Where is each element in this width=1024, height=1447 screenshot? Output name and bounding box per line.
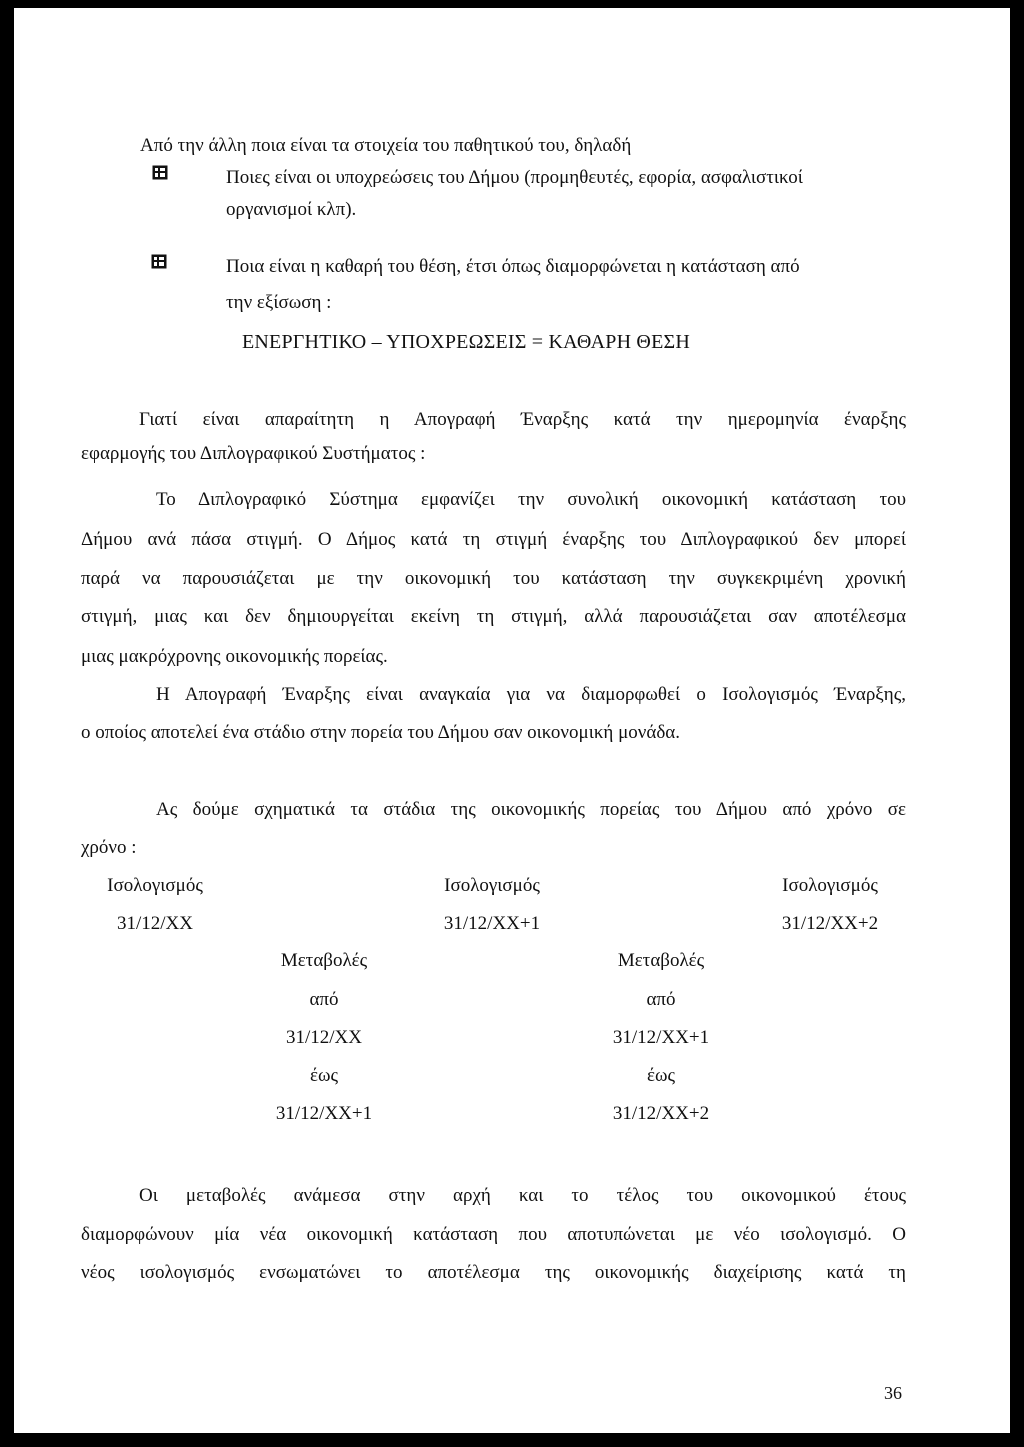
paragraph-3-line-2: διαμορφώνουν μία νέα οικονομική κατάσταση που αποτυπώνεται με νέο ισολογισμό. Ο xyxy=(81,1224,906,1245)
changes-2-to-date: 31/12/ΧΧ+2 xyxy=(612,1103,710,1124)
paragraph-2-line-1: Η Απογραφή Έναρξης είναι αναγκαία για να διαμορφωθεί ο Ισολογισμός Έναρξης, xyxy=(156,684,906,705)
bullet-table-icon xyxy=(152,165,168,180)
diagram-intro-line-2: χρόνο : xyxy=(81,837,137,858)
balance-sheet-1-date: 31/12/ΧΧ xyxy=(117,913,193,934)
balance-sheet-3-label: Ισολογισμός xyxy=(782,875,878,896)
bullet-2-line-1: Ποια είναι η καθαρή του θέση, έτσι όπως διαμορφώνεται η κατάσταση από xyxy=(226,256,800,277)
bullet-1-line-2: οργανισμοί κλπ). xyxy=(226,199,357,220)
changes-2-label: Μεταβολές xyxy=(617,950,705,971)
bullet-table-icon xyxy=(151,254,167,269)
changes-1-from-word: από xyxy=(309,989,339,1010)
page-number: 36 xyxy=(884,1383,902,1403)
bullet-2-line-2: την εξίσωση : xyxy=(226,292,332,313)
question-line-2: εφαρμογής του Διπλογραφικού Συστήματος : xyxy=(81,443,426,464)
paragraph-1-line-3: παρά να παρουσιάζεται με την οικονομική του κατάσταση την συγκεκριμένη χρονική xyxy=(81,568,906,589)
paragraph-3-line-3: νέος ισολογισμός ενσωματώνει το αποτέλεσμα της οικονομικής διαχείρισης κατά τη xyxy=(81,1262,906,1283)
changes-1-to-date: 31/12/ΧΧ+1 xyxy=(275,1103,373,1124)
paragraph-2-line-2: ο οποίος αποτελεί ένα στάδιο στην πορεία του Δήμου σαν οικονομική μονάδα. xyxy=(81,722,680,743)
changes-2-from-date: 31/12/ΧΧ+1 xyxy=(612,1027,710,1048)
accounting-equation: ΕΝΕΡΓΗΤΙΚΟ – ΥΠΟΧΡΕΩΣΕΙΣ = ΚΑΘΑΡΗ ΘΕΣΗ xyxy=(242,331,690,353)
intro-line: Από την άλλη ποια είναι τα στοιχεία του παθητικού του, δηλαδή xyxy=(140,135,632,156)
changes-2-from-word: από xyxy=(646,989,676,1010)
paragraph-3-line-1: Οι μεταβολές ανάμεσα στην αρχή και το τέλος του οικονομικού έτους xyxy=(139,1185,906,1206)
changes-1-from-date: 31/12/ΧΧ xyxy=(286,1027,362,1048)
paragraph-1-line-2: Δήμου ανά πάσα στιγμή. Ο Δήμος κατά τη στιγμή έναρξης του Διπλογραφικού δεν μπορεί xyxy=(81,529,906,550)
balance-sheet-2-date: 31/12/ΧΧ+1 xyxy=(443,913,541,934)
diagram-intro-line-1: Ας δούμε σχηματικά τα στάδια της οικονομικής πορείας του Δήμου από χρόνο σε xyxy=(156,799,906,820)
changes-1-label: Μεταβολές xyxy=(280,950,368,971)
paragraph-1-line-4: στιγμή, μιας και δεν δημιουργείται εκείνη τη στιγμή, αλλά παρουσιάζεται σαν αποτέλεσμα xyxy=(81,606,906,627)
changes-2-to-word: έως xyxy=(646,1065,675,1086)
bullet-1-line-1: Ποιες είναι οι υποχρεώσεις του Δήμου (προμηθευτές, εφορία, ασφαλιστικοί xyxy=(226,167,803,188)
paragraph-1-line-5: μιας μακρόχρονης οικονομικής πορείας. xyxy=(81,646,388,667)
balance-sheet-2-label: Ισολογισμός xyxy=(444,875,540,896)
balance-sheet-1-label: Ισολογισμός xyxy=(107,875,203,896)
balance-sheet-3-date: 31/12/ΧΧ+2 xyxy=(781,913,879,934)
paragraph-1-line-1: Το Διπλογραφικό Σύστημα εμφανίζει την συνολική οικονομική κατάσταση του xyxy=(156,489,906,510)
question-line-1: Γιατί είναι απαραίτητη η Απογραφή Έναρξης κατά την ημερομηνία έναρξης xyxy=(139,409,906,430)
changes-1-to-word: έως xyxy=(309,1065,338,1086)
